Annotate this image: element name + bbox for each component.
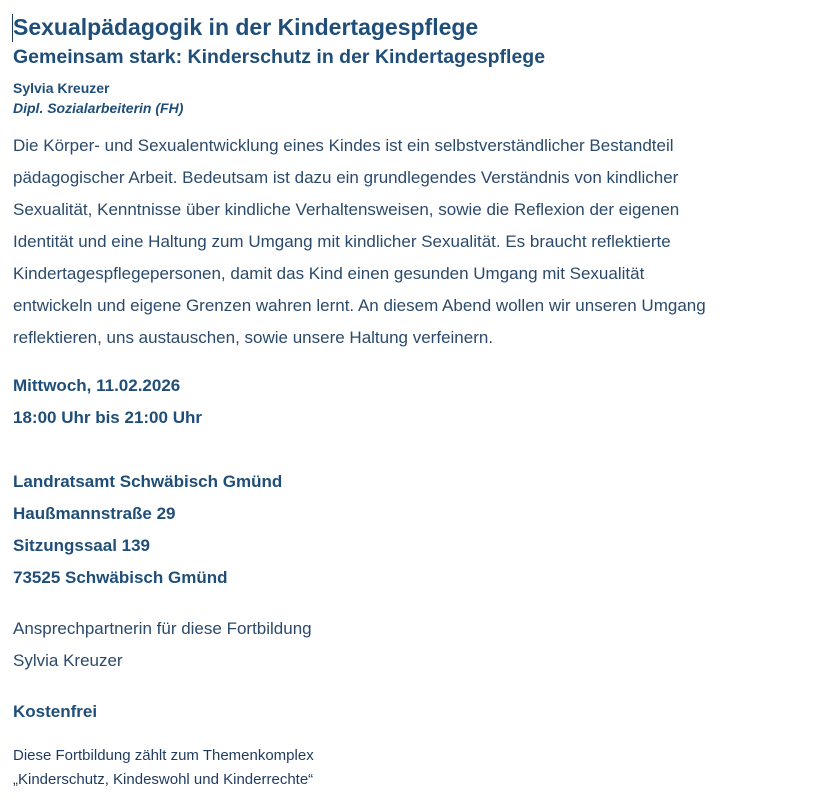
description-line: Sexualität, Kenntnisse über kindliche Verhaltensweisen, sowie die Reflexion der eigenen bbox=[13, 200, 680, 219]
event-time: 18:00 Uhr bis 21:00 Uhr bbox=[13, 408, 202, 427]
document-page[interactable] bbox=[13, 12, 813, 792]
document-subtitle: Gemeinsam stark: Kinderschutz in der Kindertagespflege bbox=[13, 46, 546, 68]
description-line: Kindertagespflegepersonen, damit das Kind einen gesunden Umgang mit Sexualität bbox=[13, 264, 645, 283]
event-date: Mittwoch, 11.02.2026 bbox=[13, 376, 181, 395]
description-line: entwickeln und eigene Grenzen wahren lernt. An diesem Abend wollen wir unseren Umgang bbox=[13, 296, 706, 315]
topic-note-name: „Kinderschutz, Kindeswohl und Kinderrechte“ bbox=[13, 771, 314, 788]
document-title: Sexualpädagogik in der Kindertagespflege bbox=[13, 14, 479, 40]
contact-label: Ansprechpartnerin für diese Fortbildung bbox=[13, 619, 312, 638]
event-address-block bbox=[13, 466, 813, 594]
fee-label: Kostenfrei bbox=[13, 702, 98, 721]
description-line: reflektieren, uns austauschen, sowie unsere Haltung verfeinern. bbox=[13, 328, 494, 347]
topic-note-line: Diese Fortbildung zählt zum Themenkomplex bbox=[13, 747, 314, 764]
address-street: Haußmannstraße 29 bbox=[13, 504, 176, 523]
address-institution: Landratsamt Schwäbisch Gmünd bbox=[13, 472, 283, 491]
address-city: 73525 Schwäbisch Gmünd bbox=[13, 568, 228, 587]
contact-name: Sylvia Kreuzer bbox=[13, 651, 123, 670]
event-date-block bbox=[13, 370, 813, 434]
description-line: Die Körper- und Sexualentwicklung eines Kindes ist ein selbstverständlicher Bestandteil bbox=[13, 136, 674, 155]
author-title: Dipl. Sozialarbeiterin (FH) bbox=[13, 100, 184, 116]
description-line: Identität und eine Haltung zum Umgang mit kindlicher Sexualität. Es braucht reflektierte bbox=[13, 232, 671, 251]
topic-note-block bbox=[13, 744, 813, 792]
contact-block bbox=[13, 613, 813, 677]
author-name: Sylvia Kreuzer bbox=[13, 80, 110, 96]
address-room: Sitzungssaal 139 bbox=[13, 536, 151, 555]
description-paragraph bbox=[13, 130, 813, 354]
description-line: pädagogischer Arbeit. Bedeutsam ist dazu ein grundlegendes Verständnis von kindlicher bbox=[13, 168, 679, 187]
